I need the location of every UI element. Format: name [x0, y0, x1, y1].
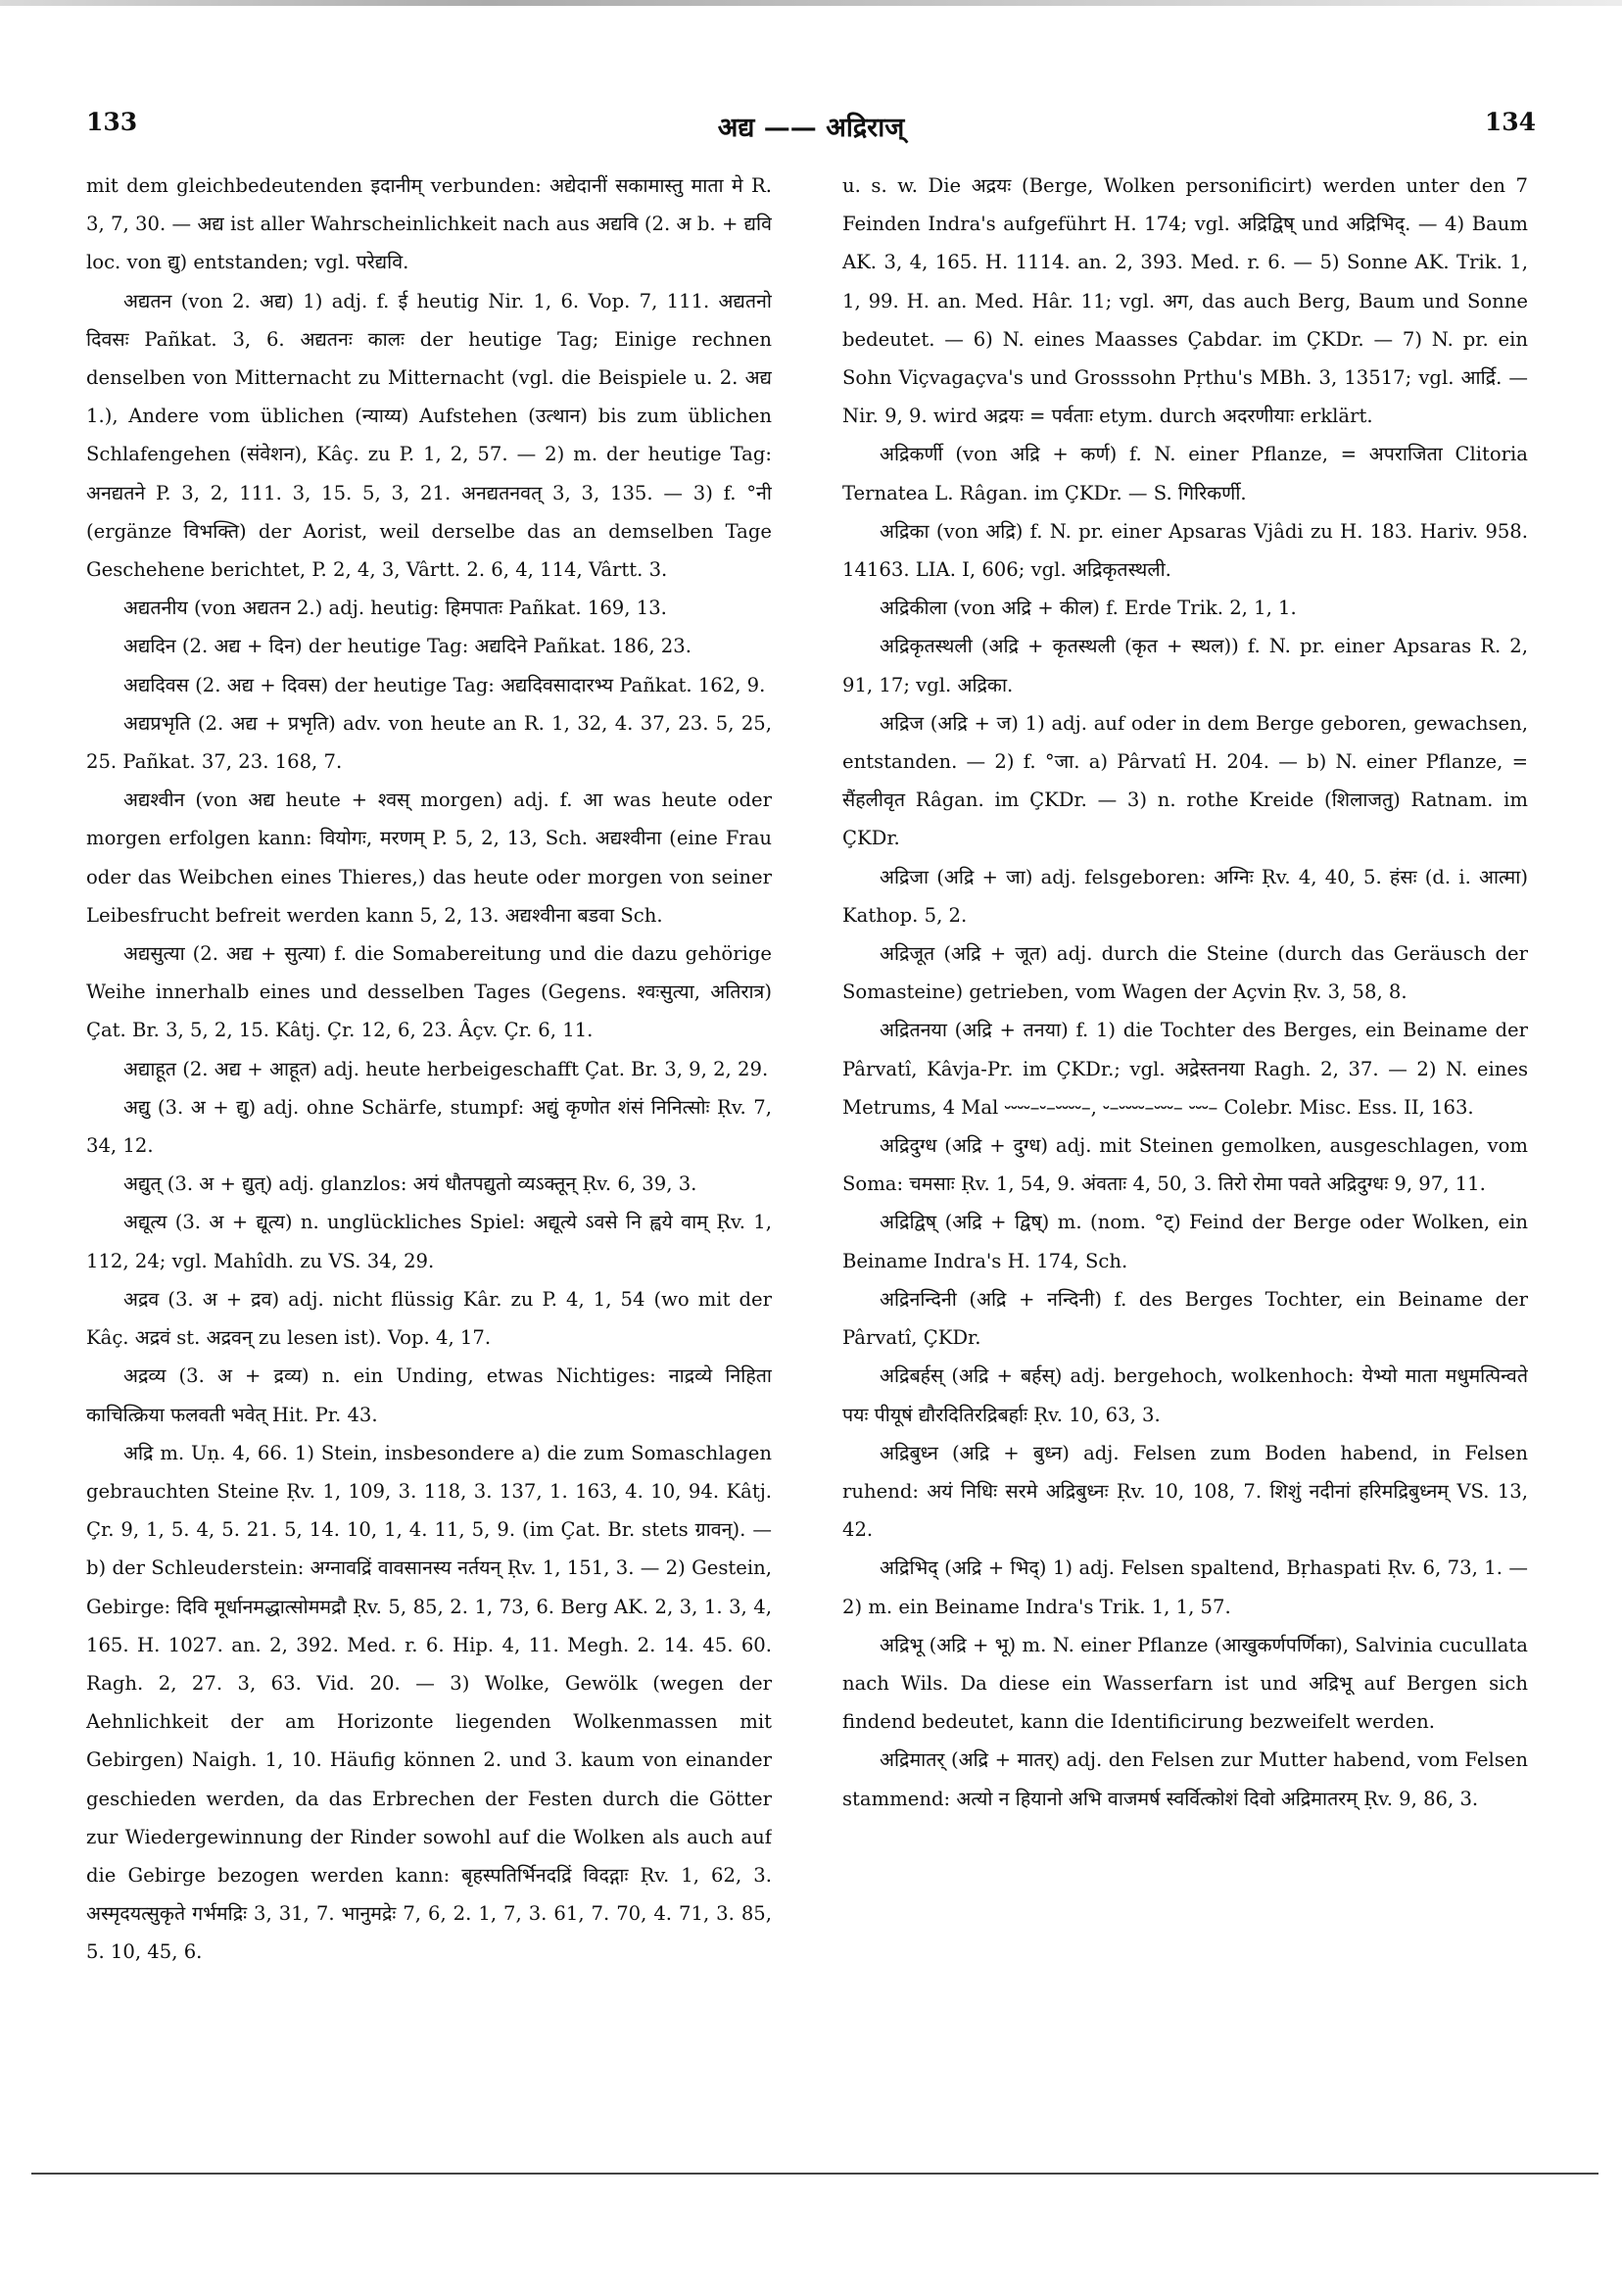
entry-paragraph: अद्रिजा (अद्रि + जा) adj. felsgeboren: अग्निः Ṛv. 4, 40, 5. हंसः (d. i. आत्मा) Kathop. 5, 2.	[842, 865, 1528, 927]
entry-paragraph: अद्रव्य (3. अ + द्रव्य) n. ein Unding, etwas Nichtiges: नाद्रव्ये निहिता काचित्क्रिया फलवती भवेत् Hit. Pr. 43.	[86, 1364, 772, 1426]
left-column	[86, 167, 772, 1988]
entry-paragraph: अद्युत् (3. अ + द्युत्) adj. glanzlos: अयं धौतपद्युतो व्यऽक्तून् Ṛv. 6, 39, 3.	[123, 1172, 697, 1196]
entry-paragraph: अद्रिजूत (अद्रि + जूत) adj. durch die Steine (durch das Geräusch der Somasteine) getrieben, vom Wagen der Açvin Ṛv. 3, 58, 8.	[842, 942, 1528, 1004]
entry-paragraph: अद्रितनया (अद्रि + तनया) f. 1) die Tochter des Berges, ein Beiname der Pârvatî, Kâvja-Pr. im ÇKDr.; vgl. अद्रेस्तनया Ragh. 2, 37. — 2) N. eines Metrums, 4 Mal ⏑⏑⏑⏑–⏑–⏑⏑⏑⏑–, ⏑–⏑⏑⏑⏑–⏑⏑⏑– ⏑⏑⏑– Colebr. Misc. Ess. II, 163.	[842, 1019, 1528, 1119]
entry-paragraph: अद्रिमातर् (अद्रि + मातर्) adj. den Felsen zur Mutter habend, vom Felsen stammend: अत्यो न हियानो अभि वाजमर्ष स्वर्वित्कोशं दिवो अद्रिमातरम् Ṛv. 9, 86, 3.	[842, 1748, 1528, 1810]
left-page-number: 133	[86, 108, 138, 136]
entry-paragraph: अद्यतन (von 2. अद्य) 1) adj. f. ई heutig Nir. 1, 6. Vop. 7, 111. अद्यतनो दिवसः Pañkat. 3, 6. अद्यतनः कालः der heutige Tag; Einige rechnen denselben von Mitternacht zu Mitternacht (vgl. die Beispiele u. 2. अद्य 1.), Andere vom üblichen (न्याय्य) Aufstehen (उत्थान) bis zum üblichen Schlafengehen (संवेशन), Kâç. zu P. 1, 2, 57. — 2) m. der heutige Tag: अनद्यतने P. 3, 2, 111. 3, 15. 5, 3, 21. अनद्यतनवत् 3, 3, 135. — 3) f. °नी (ergänze विभक्ति) der Aorist, weil derselbe das an demselben Tage Geschehene berichtet, P. 2, 4, 3, Vârtt. 2. 6, 4, 114, Vârtt. 3.	[86, 289, 772, 582]
right-column	[842, 167, 1528, 1988]
entry-paragraph: अद्यप्रभृति (2. अद्य + प्रभृति) adv. von heute an R. 1, 32, 4. 37, 23. 5, 25, 25. Pañkat. 37, 23. 168, 7.	[86, 711, 772, 774]
running-head: अद्य —— अद्रिराज्	[717, 113, 905, 143]
entry-paragraph: अद्यु (3. अ + द्यु) adj. ohne Schärfe, stumpf: अद्युं कृणोत शंसं निनित्सोः Ṛv. 7, 34, 12.	[86, 1095, 772, 1158]
entry-paragraph: अद्यतनीय (von अद्यतन 2.) adj. heutig: हिमपातः Pañkat. 169, 13.	[123, 597, 667, 620]
entry-paragraph: अद्रिज (अद्रि + ज) 1) adj. auf oder in dem Berge geboren, gewachsen, entstanden. — 2) f. °जा. a) Pârvatî H. 204. — b) N. einer Pflanze, = सैंहलीवृत Râgan. im ÇKDr. — 3) n. rothe Kreide (शिलाजतु) Ratnam. im ÇKDr.	[842, 711, 1528, 850]
entry-paragraph: अद्रिकीला (von अद्रि + कील) f. Erde Trik. 2, 1, 1.	[880, 597, 1297, 620]
entry-paragraph: अद्रिभिद् (अद्रि + भिद्) 1) adj. Felsen spaltend, Bṛhaspati Ṛv. 6, 73, 1. — 2) m. ein Beiname Indra's Trik. 1, 1, 57.	[842, 1556, 1528, 1618]
entry-paragraph: अद्रिदुग्ध (अद्रि + दुग्ध) adj. mit Steinen gemolken, ausgeschlagen, vom Soma: चमसाः Ṛv. 1, 54, 9. अंवताः 4, 50, 3. तिरो रोमा पवते अद्रिदुग्धः 9, 97, 11.	[842, 1134, 1528, 1196]
entry-paragraph: अद्रिभू (अद्रि + भू) m. N. einer Pflanze (आखुकर्णपर्णिका), Salvinia cucullata nach Wils. Da diese ein Wasserfarn ist und अद्रिभू auf Bergen sich findend bedeutet, kann die Identificirung bezweifelt werden.	[842, 1633, 1528, 1734]
entry-paragraph: अद्यसुत्या (2. अद्य + सुत्या) f. die Somabereitung und die dazu gehörige Weihe innerhalb eines und desselben Tages (Gegens. श्वःसुत्या, अतिरात्र) Çat. Br. 3, 5, 2, 15. Kâtj. Çr. 12, 6, 23. Âçv. Çr. 6, 11.	[86, 942, 772, 1042]
entry-paragraph: अद्यूत्य (3. अ + द्यूत्य) n. unglückliches Spiel: अद्यूत्ये ऽवसे नि ह्वये वाम् Ṛv. 1, 112, 24; vgl. Mahîdh. zu VS. 34, 29.	[86, 1211, 772, 1272]
entry-paragraph: अद्रिबर्हस् (अद्रि + बर्हस्) adj. bergehoch, wolkenhoch: येभ्यो माता मधुमत्पिन्वते पयः पीयूषं द्यौरदितिरद्रिबर्हाः Ṛv. 10, 63, 3.	[842, 1364, 1528, 1426]
bottom-rule	[31, 2173, 1598, 2175]
entry-paragraph: अद्रिद्विष् (अद्रि + द्विष्) m. (nom. °ट्) Feind der Berge oder Wolken, ein Beiname Indra's H. 174, Sch.	[842, 1211, 1528, 1272]
entry-paragraph: अद्रव (3. अ + द्रव) adj. nicht flüssig Kâr. zu P. 4, 1, 54 (wo mit der Kâç. अद्रवं st. अद्रवन् zu lesen ist). Vop. 4, 17.	[86, 1287, 772, 1350]
entry-paragraph: अद्रिबुध्न (अद्रि + बुध्न) adj. Felsen zum Boden habend, in Felsen ruhend: अयं निधिः सरमे अद्रिबुध्नः Ṛv. 10, 108, 7. शिशुं नदीनां हरिमद्रिबुध्नम् VS. 13, 42.	[842, 1441, 1528, 1542]
page-header	[86, 108, 1536, 147]
entry-paragraph: u. s. w. Die अद्रयः (Berge, Wolken personificirt) werden unter den 7 Feinden Indra's aufgeführt H. 174; vgl. अद्रिद्विष् und अद्रिभिद्. — 4) Baum AK. 3, 4, 165. H. 1114. an. 2, 393. Med. r. 6. — 5) Sonne AK. Trik. 1, 1, 99. H. an. Med. Hâr. 11; vgl. अग, das auch Berg, Baum und Sonne bedeutet. — 6) N. eines Maasses Çabdar. im ÇKDr. — 7) N. pr. ein Sohn Viçvagaçva's und Grosssohn Pṛthu's MBh. 3, 13517; vgl. आर्द्रि. — Nir. 9, 9. wird अद्रयः = पर्वताः etym. durch अदरणीयाः erklärt.	[842, 174, 1528, 428]
entry-paragraph: अद्यश्वीन (von अद्य heute + श्वस् morgen) adj. f. आ was heute oder morgen erfolgen kann: वियोगः, मरणम् P. 5, 2, 13, Sch. अद्यश्वीना (eine Frau oder das Weibchen eines Thieres,) das heute oder morgen von seiner Leibesfrucht befreit werden kann 5, 2, 13. अद्यश्वीना बडवा Sch.	[86, 789, 772, 927]
entry-paragraph: अद्याहूत (2. अद्य + आहूत) adj. heute herbeigeschafft Çat. Br. 3, 9, 2, 29.	[123, 1057, 769, 1080]
entry-paragraph: अद्रिकर्णी (von अद्रि + कर्ण) f. N. einer Pflanze, = अपराजिता Clitoria Ternatea L. Râgan. im ÇKDr. — S. गिरिकर्णी.	[842, 443, 1528, 504]
entry-paragraph: अद्रिका (von अद्रि) f. N. pr. einer Apsaras Vjâdi zu H. 183. Hariv. 958. 14163. LIA. I, 606; vgl. अद्रिकृतस्थली.	[842, 519, 1528, 582]
entry-paragraph: अद्रिनन्दिनी (अद्रि + नन्दिनी) f. des Berges Tochter, ein Beiname der Pârvatî, ÇKDr.	[842, 1287, 1528, 1350]
entry-paragraph: अद्रिकृतस्थली (अद्रि + कृतस्थली (कृत + स्थल)) f. N. pr. einer Apsaras R. 2, 91, 17; vgl. अद्रिका.	[842, 635, 1528, 696]
entry-paragraph: mit dem gleichbedeutenden इदानीम् verbunden: अद्येदानीं सकामास्तु माता मे R. 3, 7, 30. — अद्य ist aller Wahrscheinlichkeit nach aus अद्यवि (2. अ b. + द्यवि loc. von द्यु) entstanden; vgl. परेद्यवि.	[86, 174, 772, 274]
entry-paragraph: अद्यदिवस (2. अद्य + दिवस) der heutige Tag: अद्यदिवसादारभ्य Pañkat. 162, 9.	[123, 673, 766, 696]
entry-paragraph: अद्यदिन (2. अद्य + दिन) der heutige Tag: अद्यदिने Pañkat. 186, 23.	[123, 635, 692, 658]
scan-edge-artifact	[0, 0, 1622, 6]
right-page-number: 134	[1484, 108, 1536, 136]
entry-paragraph: अद्रि m. Uṇ. 4, 66. 1) Stein, insbesondere a) die zum Somaschlagen gebrauchten Steine Ṛv. 1, 109, 3. 118, 3. 137, 1. 163, 4. 10, 94. Kâtj. Çr. 9, 1, 5. 4, 5. 21. 5, 14. 10, 1, 4. 11, 5, 9. (im Çat. Br. stets ग्रावन्). — b) der Schleuderstein: अग्नावद्रिं वावसानस्य नर्तयन् Ṛv. 1, 151, 3. — 2) Gestein, Gebirge: दिवि मूर्धानमद्धात्सोममद्रौ Ṛv. 5, 85, 2. 1, 73, 6. Berg AK. 2, 3, 1. 3, 4, 165. H. 1027. an. 2, 392. Med. r. 6. Hip. 4, 11. Megh. 2. 14. 45. 60. Ragh. 2, 27. 3, 63. Vid. 20. — 3) Wolke, Gewölk (wegen der Aehnlichkeit der am Horizonte liegenden Wolkenmassen mit Gebirgen) Naigh. 1, 10. Häufig können 2. und 3. kaum von einander geschieden werden, da das Erbrechen der Festen durch die Götter zur Wiedergewinnung der Rinder sowohl auf die Wolken als auch auf die Gebirge bezogen werden kann: बृहस्पतिर्भिनदद्रिं विदद्गाः Ṛv. 1, 62, 3. अस्मृदयत्सुकृते गर्भमद्रिः 3, 31, 7. भानुमद्रेः 7, 6, 2. 1, 7, 3. 61, 7. 70, 4. 71, 3. 85, 5. 10, 45, 6.	[86, 1441, 772, 1964]
